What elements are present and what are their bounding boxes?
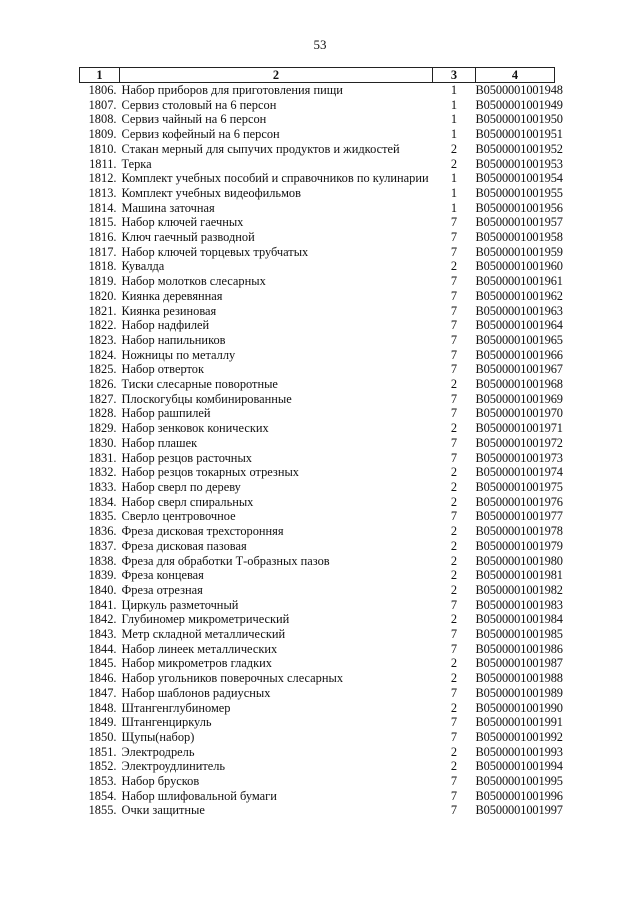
row-number: 1820.: [88, 288, 117, 303]
inventory-code: B0500001001964: [475, 318, 563, 333]
row-number: 1809.: [88, 127, 117, 142]
row-number: 1854.: [88, 788, 117, 803]
item-quantity: 7: [450, 685, 458, 700]
row-number: 1817.: [88, 244, 117, 259]
item-quantity: 2: [450, 421, 458, 436]
item-name: Циркуль разметочный: [121, 597, 239, 612]
row-number: 1829.: [88, 421, 117, 436]
item-name: Комплект учебных пособий и справочников по кулинарии: [121, 171, 429, 186]
inventory-code: B0500001001972: [475, 435, 563, 450]
item-quantity: 7: [450, 406, 458, 421]
item-name: Набор надфилей: [121, 318, 210, 333]
item-quantity: 2: [450, 141, 458, 156]
inventory-code: B0500001001992: [475, 729, 563, 744]
item-quantity: 7: [450, 435, 458, 450]
item-name: Набор микрометров гладких: [121, 656, 272, 671]
inventory-code: B0500001001978: [475, 524, 563, 539]
item-quantity: 7: [450, 641, 458, 656]
table-row: [80, 642, 555, 657]
table-row: [80, 142, 555, 157]
table-row: [80, 421, 555, 436]
inventory-code: B0500001001958: [475, 230, 563, 245]
inventory-code: B0500001001968: [475, 377, 563, 392]
header-col-1: 1: [80, 68, 120, 83]
table-row: [80, 230, 555, 245]
item-quantity: 7: [450, 715, 458, 730]
inventory-code: B0500001001997: [475, 803, 563, 818]
item-quantity: 2: [450, 553, 458, 568]
row-number: 1838.: [88, 553, 117, 568]
table-row: [80, 774, 555, 789]
item-quantity: 7: [450, 230, 458, 245]
inventory-code: B0500001001971: [475, 421, 563, 436]
item-quantity: 1: [450, 185, 458, 200]
item-quantity: 7: [450, 288, 458, 303]
table-row: [80, 554, 555, 569]
item-name: Набор брусков: [121, 774, 200, 789]
item-name: Набор приборов для приготовления пищи: [121, 83, 343, 97]
item-quantity: 7: [450, 347, 458, 362]
item-quantity: 7: [450, 788, 458, 803]
item-name: Набор молотков слесарных: [121, 274, 266, 289]
header-row: [80, 68, 555, 83]
table-row: [80, 509, 555, 524]
item-name: Набор шаблонов радиусных: [121, 685, 271, 700]
inventory-code: B0500001001977: [475, 509, 563, 524]
item-name: Терка: [121, 156, 152, 171]
item-quantity: 1: [450, 127, 458, 142]
table-row: [80, 612, 555, 627]
item-name: Фреза дисковая трехсторонняя: [121, 524, 284, 539]
inventory-table: [79, 67, 563, 818]
item-quantity: 7: [450, 597, 458, 612]
inventory-code: B0500001001996: [475, 788, 563, 803]
item-name: Тиски слесарные поворотные: [121, 377, 278, 392]
item-name: Набор резцов расточных: [121, 450, 252, 465]
item-quantity: 7: [450, 332, 458, 347]
item-name: Киянка деревянная: [121, 288, 223, 303]
item-quantity: 2: [450, 744, 458, 759]
inventory-code: B0500001001961: [475, 274, 563, 289]
table-row: [80, 304, 555, 319]
inventory-code: B0500001001956: [475, 200, 563, 215]
row-number: 1836.: [88, 524, 117, 539]
table-row: [80, 803, 555, 818]
row-number: 1830.: [88, 435, 117, 450]
item-quantity: 2: [450, 259, 458, 274]
table-row: [80, 406, 555, 421]
inventory-code: B0500001001962: [475, 288, 563, 303]
row-number: 1845.: [88, 656, 117, 671]
inventory-code: B0500001001981: [475, 568, 563, 583]
row-number: 1814.: [88, 200, 117, 215]
inventory-code: B0500001001982: [475, 582, 563, 597]
item-name: Ножницы по металлу: [121, 347, 236, 362]
table-row: [80, 495, 555, 510]
row-number: 1810.: [88, 141, 117, 156]
table-row: [80, 186, 555, 201]
item-quantity: 7: [450, 774, 458, 789]
item-name: Комплект учебных видеофильмов: [121, 185, 301, 200]
row-number: 1806.: [88, 83, 117, 97]
item-name: Фреза дисковая пазовая: [121, 538, 247, 553]
table-row: [80, 274, 555, 289]
table-row: [80, 377, 555, 392]
item-quantity: 2: [450, 656, 458, 671]
inventory-code: B0500001001985: [475, 627, 563, 642]
inventory-code: B0500001001990: [475, 700, 563, 715]
item-quantity: 2: [450, 377, 458, 392]
row-number: 1855.: [88, 803, 117, 818]
item-name: Набор плашек: [121, 435, 198, 450]
row-number: 1842.: [88, 612, 117, 627]
item-quantity: 7: [450, 729, 458, 744]
row-number: 1849.: [88, 715, 117, 730]
table-row: [80, 701, 555, 716]
table-row: [80, 568, 555, 583]
table-row: [80, 656, 555, 671]
row-number: 1815.: [88, 215, 117, 230]
table-row: [80, 730, 555, 745]
inventory-code: B0500001001984: [475, 612, 563, 627]
item-quantity: 2: [450, 582, 458, 597]
header-col-3: 3: [433, 68, 476, 83]
item-name: Очки защитные: [121, 803, 205, 818]
row-number: 1832.: [88, 465, 117, 480]
item-quantity: 2: [450, 465, 458, 480]
item-quantity: 2: [450, 612, 458, 627]
row-number: 1843.: [88, 627, 117, 642]
inventory-code: B0500001001987: [475, 656, 563, 671]
item-quantity: 1: [450, 171, 458, 186]
item-name: Набор ключей гаечных: [121, 215, 244, 230]
item-name: Сервиз чайный на 6 персон: [121, 112, 267, 127]
inventory-code: B0500001001954: [475, 171, 563, 186]
inventory-code: B0500001001973: [475, 450, 563, 465]
row-number: 1837.: [88, 538, 117, 553]
row-number: 1850.: [88, 729, 117, 744]
item-name: Набор шлифовальной бумаги: [121, 788, 277, 803]
item-name: Сервиз кофейный на 6 персон: [121, 127, 280, 142]
row-number: 1835.: [88, 509, 117, 524]
row-number: 1848.: [88, 700, 117, 715]
inventory-code: B0500001001949: [475, 97, 563, 112]
item-quantity: 7: [450, 274, 458, 289]
inventory-code: B0500001001983: [475, 597, 563, 612]
item-name: Кувалда: [121, 259, 165, 274]
inventory-code: B0500001001970: [475, 406, 563, 421]
inventory-code: B0500001001955: [475, 185, 563, 200]
item-quantity: 2: [450, 479, 458, 494]
inventory-code: B0500001001980: [475, 553, 563, 568]
item-quantity: 1: [450, 200, 458, 215]
table-body: [80, 83, 563, 819]
row-number: 1834.: [88, 494, 117, 509]
row-number: 1846.: [88, 671, 117, 686]
item-name: Набор ключей торцевых трубчатых: [121, 244, 309, 259]
inventory-code: B0500001001966: [475, 347, 563, 362]
item-quantity: 7: [450, 215, 458, 230]
inventory-code: B0500001001994: [475, 759, 563, 774]
inventory-code: B0500001001974: [475, 465, 563, 480]
table-row: [80, 245, 555, 260]
row-number: 1828.: [88, 406, 117, 421]
row-number: 1833.: [88, 479, 117, 494]
row-number: 1807.: [88, 97, 117, 112]
row-number: 1823.: [88, 332, 117, 347]
inventory-code: B0500001001976: [475, 494, 563, 509]
item-name: Набор резцов токарных отрезных: [121, 465, 299, 480]
inventory-code: B0500001001960: [475, 259, 563, 274]
row-number: 1847.: [88, 685, 117, 700]
inventory-code: B0500001001965: [475, 332, 563, 347]
table-row: [80, 539, 555, 554]
row-number: 1844.: [88, 641, 117, 656]
inventory-code: B0500001001952: [475, 141, 563, 156]
item-name: Машина заточная: [121, 200, 215, 215]
inventory-code: B0500001001948: [475, 83, 563, 97]
table-row: [80, 715, 555, 730]
item-name: Набор линеек металлических: [121, 641, 278, 656]
row-number: 1824.: [88, 347, 117, 362]
table-row: [80, 215, 555, 230]
row-number: 1818.: [88, 259, 117, 274]
item-name: Электроудлинитель: [121, 759, 226, 774]
item-name: Набор отверток: [121, 362, 204, 377]
item-name: Электродрель: [121, 744, 195, 759]
table-row: [80, 436, 555, 451]
item-name: Набор рашпилей: [121, 406, 211, 421]
item-name: Щупы(набор): [121, 729, 195, 744]
inventory-code: B0500001001991: [475, 715, 563, 730]
item-quantity: 2: [450, 671, 458, 686]
item-name: Сверло центровочное: [121, 509, 236, 524]
item-quantity: 7: [450, 244, 458, 259]
inventory-code: B0500001001988: [475, 671, 563, 686]
inventory-code: B0500001001953: [475, 156, 563, 171]
item-quantity: 1: [450, 112, 458, 127]
table-row: [80, 671, 555, 686]
inventory-code: B0500001001975: [475, 479, 563, 494]
item-quantity: 7: [450, 318, 458, 333]
item-name: Киянка резиновая: [121, 303, 217, 318]
table-header: [80, 68, 555, 83]
row-number: 1816.: [88, 230, 117, 245]
row-number: 1840.: [88, 582, 117, 597]
row-number: 1839.: [88, 568, 117, 583]
inventory-code: B0500001001969: [475, 391, 563, 406]
item-quantity: 7: [450, 303, 458, 318]
item-name: Фреза для обработки Т-образных пазов: [121, 553, 330, 568]
table-row: [80, 480, 555, 495]
table-row: [80, 348, 555, 363]
item-name: Ключ гаечный разводной: [121, 230, 255, 245]
table-row: [80, 83, 555, 98]
item-quantity: 2: [450, 568, 458, 583]
row-number: 1841.: [88, 597, 117, 612]
item-quantity: 2: [450, 524, 458, 539]
inventory-code: B0500001001963: [475, 303, 563, 318]
item-name: Штангенглубиномер: [121, 700, 231, 715]
item-name: Набор зенковок конических: [121, 421, 269, 436]
row-number: 1853.: [88, 774, 117, 789]
item-name: Набор сверл по дереву: [121, 479, 241, 494]
item-quantity: 7: [450, 450, 458, 465]
item-name: Стакан мерный для сыпучих продуктов и жидкостей: [121, 141, 400, 156]
item-name: Фреза концевая: [121, 568, 204, 583]
inventory-code: B0500001001993: [475, 744, 563, 759]
item-name: Сервиз столовый на 6 персон: [121, 97, 277, 112]
item-quantity: 7: [450, 362, 458, 377]
item-name: Фреза отрезная: [121, 582, 203, 597]
table-row: [80, 98, 555, 113]
row-number: 1851.: [88, 744, 117, 759]
table-row: [80, 333, 555, 348]
item-name: Набор сверл спиральных: [121, 494, 254, 509]
item-name: Набор угольников поверочных слесарных: [121, 671, 344, 686]
row-number: 1825.: [88, 362, 117, 377]
table-row: [80, 112, 555, 127]
table-row: [80, 789, 555, 804]
table-row: [80, 201, 555, 216]
item-quantity: 1: [450, 83, 458, 97]
table-row: [80, 318, 555, 333]
item-quantity: 7: [450, 509, 458, 524]
inventory-code: B0500001001950: [475, 112, 563, 127]
item-name: Набор напильников: [121, 332, 226, 347]
item-quantity: 7: [450, 803, 458, 818]
inventory-code: B0500001001986: [475, 641, 563, 656]
item-quantity: 7: [450, 627, 458, 642]
table-row: [80, 524, 555, 539]
row-number: 1827.: [88, 391, 117, 406]
table-row: [80, 686, 555, 701]
item-name: Штангенциркуль: [121, 715, 212, 730]
table-row: [80, 259, 555, 274]
item-quantity: 2: [450, 538, 458, 553]
row-number: 1808.: [88, 112, 117, 127]
inventory-code: B0500001001959: [475, 244, 563, 259]
table-row: [80, 171, 555, 186]
inventory-code: B0500001001957: [475, 215, 563, 230]
item-quantity: 2: [450, 759, 458, 774]
table-row: [80, 745, 555, 760]
item-name: Глубиномер микрометрический: [121, 612, 290, 627]
item-name: Плоскогубцы комбинированные: [121, 391, 292, 406]
table-row: [80, 465, 555, 480]
row-number: 1826.: [88, 377, 117, 392]
inventory-code: B0500001001989: [475, 685, 563, 700]
row-number: 1821.: [88, 303, 117, 318]
table-row: [80, 451, 555, 466]
table-row: [80, 362, 555, 377]
header-col-4: 4: [476, 68, 555, 83]
inventory-code: B0500001001979: [475, 538, 563, 553]
table-row: [80, 627, 555, 642]
row-number: 1812.: [88, 171, 117, 186]
page-number: 53: [313, 37, 327, 52]
inventory-code: B0500001001995: [475, 774, 563, 789]
table-row: [80, 289, 555, 304]
inventory-code: B0500001001951: [475, 127, 563, 142]
table-row: [80, 157, 555, 172]
table-row: [80, 759, 555, 774]
item-quantity: 2: [450, 700, 458, 715]
row-number: 1819.: [88, 274, 117, 289]
inventory-code: B0500001001967: [475, 362, 563, 377]
row-number: 1822.: [88, 318, 117, 333]
row-number: 1811.: [89, 156, 117, 171]
row-number: 1852.: [88, 759, 117, 774]
item-quantity: 2: [450, 156, 458, 171]
table-row: [80, 598, 555, 613]
row-number: 1831.: [88, 450, 117, 465]
table-row: [80, 127, 555, 142]
item-quantity: 1: [450, 97, 458, 112]
row-number: 1813.: [88, 185, 117, 200]
item-name: Метр складной металлический: [121, 627, 286, 642]
item-quantity: 2: [450, 494, 458, 509]
table-row: [80, 392, 555, 407]
header-col-2: 2: [120, 68, 433, 83]
table-row: [80, 583, 555, 598]
item-quantity: 7: [450, 391, 458, 406]
